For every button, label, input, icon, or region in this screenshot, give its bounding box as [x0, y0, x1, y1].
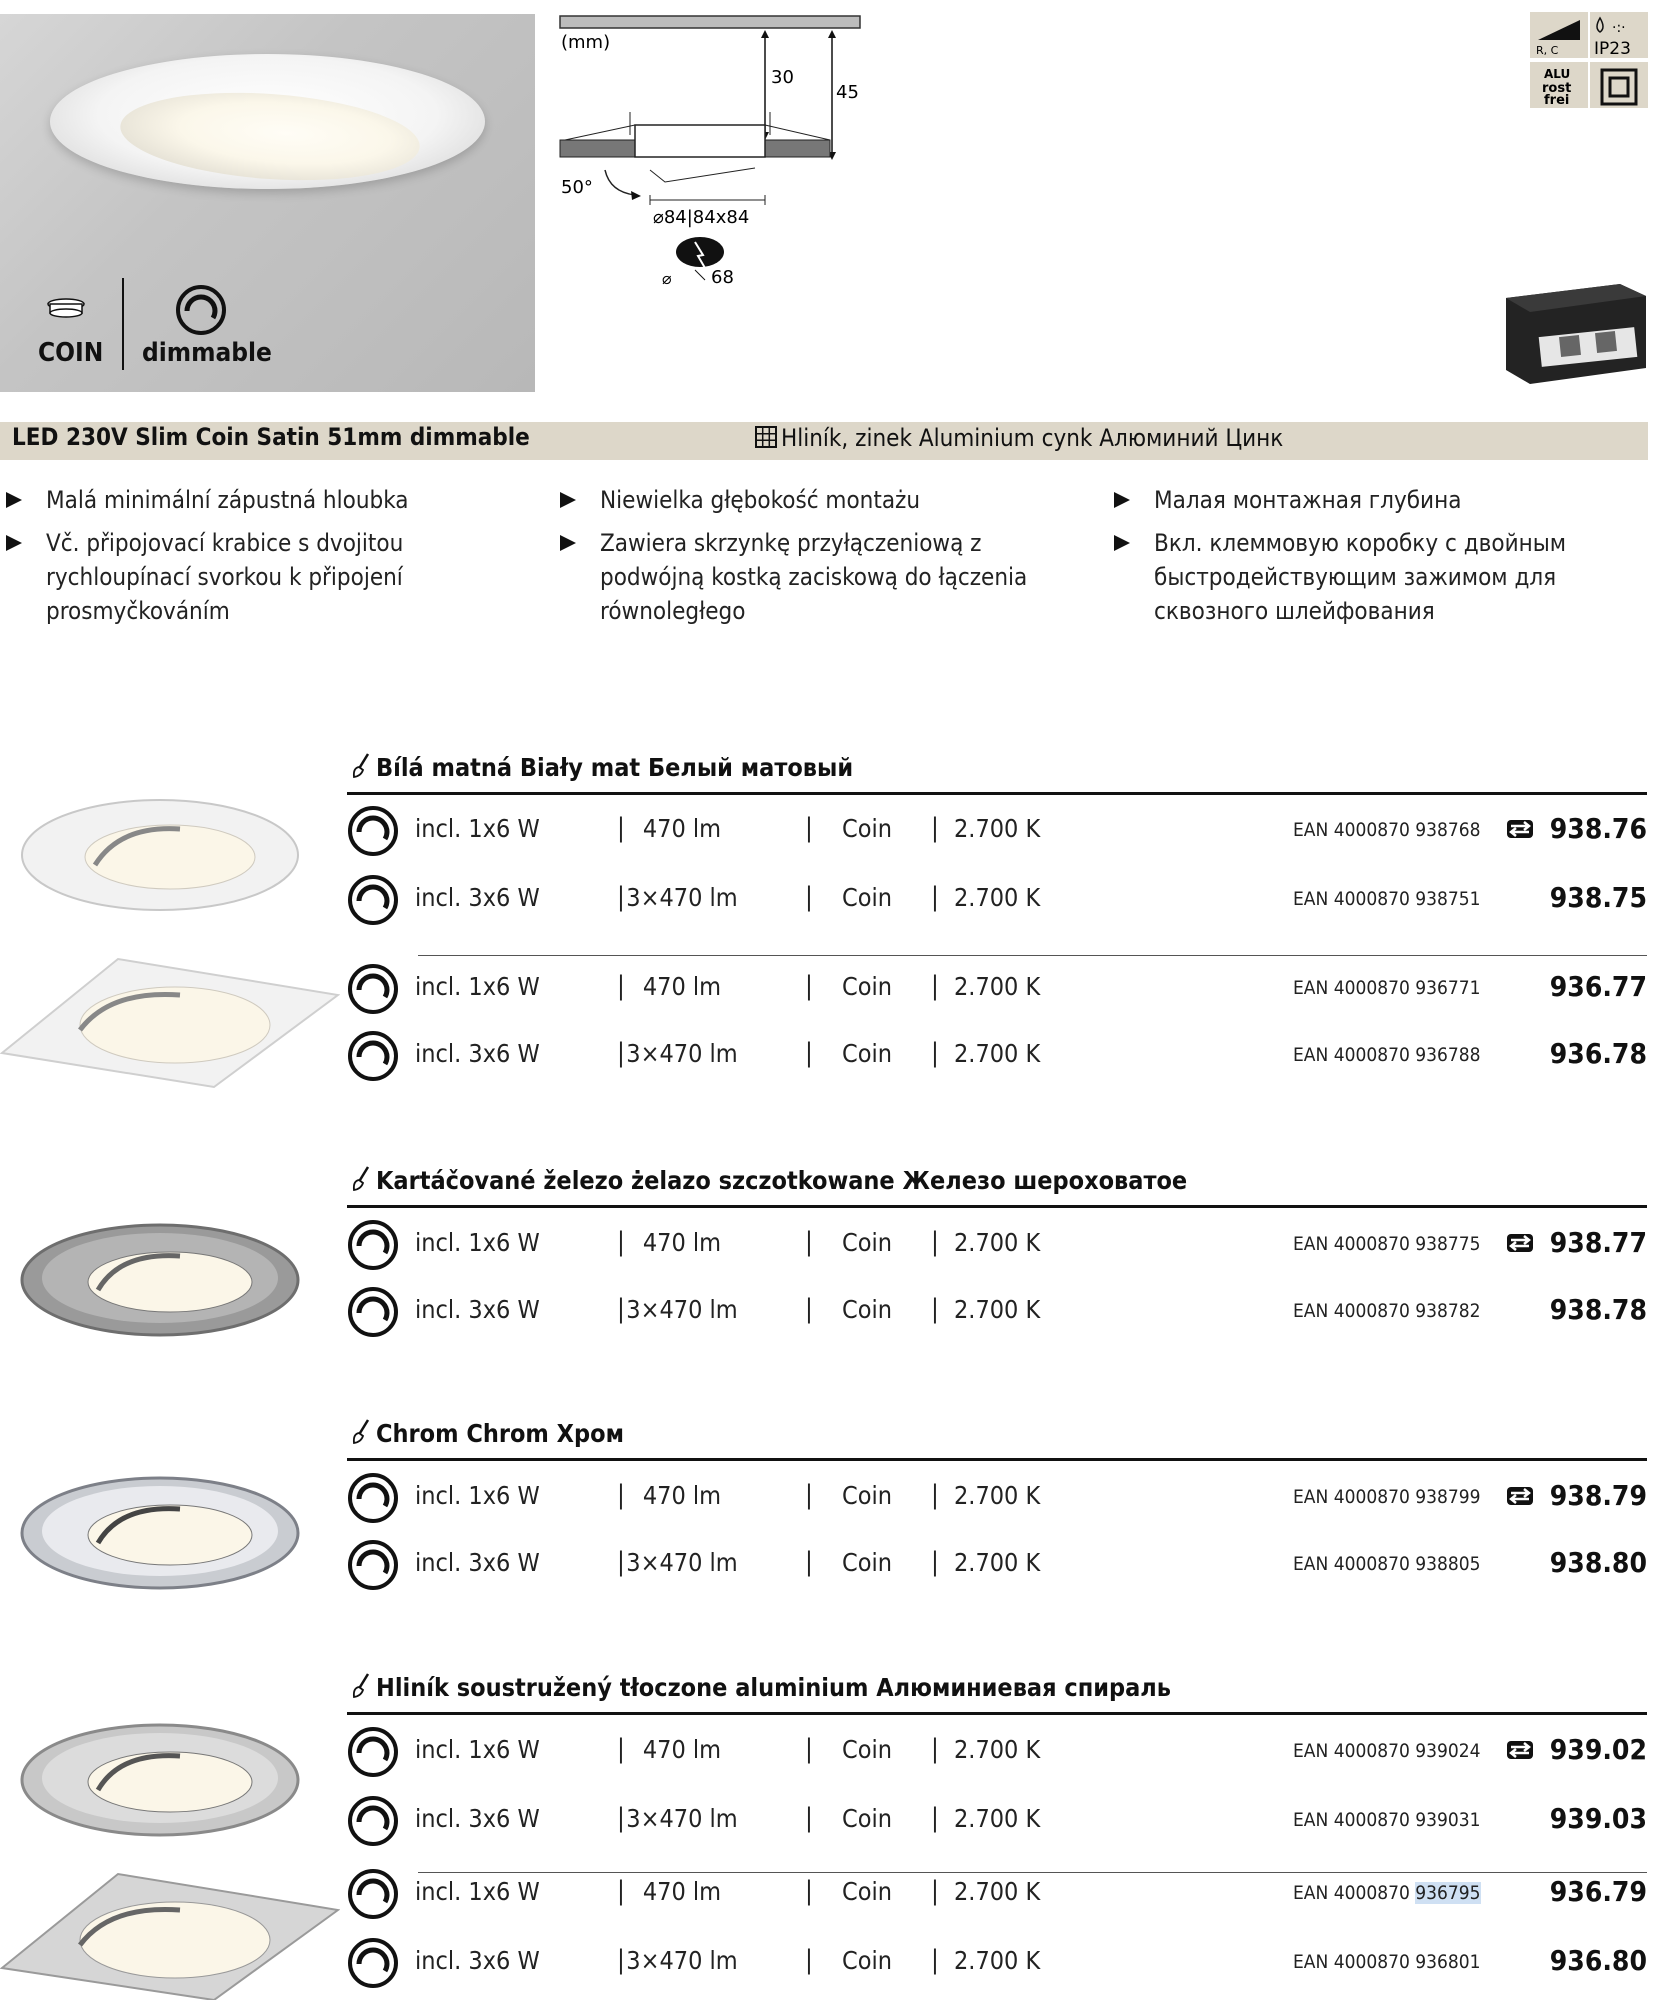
row-power: incl. 3x6 W	[415, 1295, 540, 1324]
row-separator: |	[931, 1803, 939, 1833]
exchange-arrow-icon	[1504, 1738, 1536, 1762]
row-article-number: 939.03	[1549, 1802, 1647, 1835]
row-ean-prefix: EAN 4000870	[1293, 1809, 1416, 1831]
thumb-white-round	[20, 795, 305, 915]
row-ean-suffix: 938768	[1415, 819, 1481, 841]
row-article-number: 939.02	[1549, 1733, 1647, 1766]
row-separator: |	[805, 1734, 813, 1764]
row-power: incl. 1x6 W	[415, 814, 540, 843]
row-separator: |	[931, 882, 939, 912]
row-article-number: 936.79	[1549, 1875, 1647, 1908]
row-type: Coin	[842, 972, 892, 1001]
row-kelvin: 2.700 K	[954, 1228, 1041, 1257]
section-rule	[347, 1205, 1647, 1208]
row-separator: |	[805, 1038, 813, 1068]
row-separator: |	[617, 1876, 625, 1906]
row-ean	[1293, 1882, 1481, 1904]
row-ean-suffix: 936771	[1415, 977, 1481, 999]
row-article-number: 938.78	[1549, 1293, 1647, 1326]
dimmable-icon	[347, 1726, 399, 1778]
row-lumen: 3×470 lm	[626, 1039, 738, 1068]
row-article-number: 936.78	[1549, 1037, 1647, 1070]
section-title-text: Bílá matná Biały mat Белый матовый	[376, 753, 854, 782]
row-ean	[1293, 1300, 1481, 1322]
row-separator: |	[805, 1547, 813, 1577]
row-separator: |	[805, 1803, 813, 1833]
row-ean-prefix: EAN 4000870	[1293, 1300, 1416, 1322]
row-ean	[1293, 1486, 1481, 1508]
section-title	[350, 1165, 1187, 1195]
product-row	[347, 1537, 1647, 1593]
product-row	[347, 872, 1647, 928]
bullet-cz-2: Vč. připojovací krabice s dvojitou rychloupínací svorkou k připojení prosmyčkováním	[2, 526, 522, 628]
row-power: incl. 3x6 W	[415, 1804, 540, 1833]
rost-label: rost	[1542, 81, 1572, 96]
row-separator: |	[931, 971, 939, 1001]
row-ean-prefix: EAN 4000870	[1293, 1553, 1416, 1575]
row-lumen: 3×470 lm	[626, 1804, 738, 1833]
bullets-ru	[1110, 483, 1630, 637]
row-ean-suffix: 939031	[1415, 1809, 1481, 1831]
dimmable-icon	[347, 874, 399, 926]
row-lumen: 3×470 lm	[626, 883, 738, 912]
row-type: Coin	[842, 1548, 892, 1577]
dimmable-icon	[175, 284, 227, 336]
row-power: incl. 1x6 W	[415, 1735, 540, 1764]
row-separator: |	[617, 1547, 625, 1577]
row-article-number: 938.75	[1549, 881, 1647, 914]
certification-icons	[1530, 12, 1648, 108]
row-lumen: 470 lm	[642, 1735, 722, 1764]
product-row	[347, 1935, 1647, 1991]
dim-size: ⌀84|84x84	[653, 207, 750, 228]
dim-cutout: 68	[711, 267, 734, 288]
row-separator: |	[805, 1294, 813, 1324]
alu-label: ALU	[1544, 67, 1571, 81]
row-separator: |	[617, 1480, 625, 1510]
row-type: Coin	[842, 1481, 892, 1510]
row-separator: |	[617, 1945, 625, 1975]
row-kelvin: 2.700 K	[954, 1481, 1041, 1510]
thumb-aluminium-square	[0, 1870, 340, 2000]
row-ean-prefix: EAN 4000870	[1293, 819, 1416, 841]
row-article-number: 936.80	[1549, 1944, 1647, 1977]
row-ean-prefix: EAN 4000870	[1293, 1044, 1416, 1066]
bullets-cz	[2, 483, 522, 637]
frei-label: frei	[1544, 93, 1570, 108]
bullet-pl-1: Niewielka głębokość montażu	[556, 483, 1076, 517]
product-row	[347, 961, 1647, 1017]
row-kelvin: 2.700 K	[954, 1804, 1041, 1833]
row-separator: |	[931, 1480, 939, 1510]
row-article-number: 938.79	[1549, 1479, 1647, 1512]
row-separator: |	[617, 1038, 625, 1068]
coin-label: COIN	[38, 338, 104, 368]
row-kelvin: 2.700 K	[954, 1039, 1041, 1068]
dimension-drawing	[555, 10, 885, 300]
row-lumen: 470 lm	[642, 814, 722, 843]
row-power: incl. 3x6 W	[415, 1548, 540, 1577]
row-power: incl. 1x6 W	[415, 1481, 540, 1510]
ip-label: IP23	[1594, 39, 1631, 59]
product-row	[347, 1028, 1647, 1084]
row-ean-suffix: 938775	[1415, 1233, 1481, 1255]
row-ean	[1293, 1233, 1481, 1255]
dimmable-icon	[347, 1539, 399, 1591]
row-power: incl. 1x6 W	[415, 1228, 540, 1257]
row-separator: |	[617, 1803, 625, 1833]
dimmable-icon	[347, 1472, 399, 1524]
row-separator: |	[805, 971, 813, 1001]
row-type: Coin	[842, 1228, 892, 1257]
product-title: LED 230V Slim Coin Satin 51mm dimmable	[12, 423, 530, 451]
row-article-number: 938.76	[1549, 812, 1647, 845]
row-separator: |	[931, 1734, 939, 1764]
exchange-arrow-icon	[1504, 817, 1536, 841]
row-type: Coin	[842, 1877, 892, 1906]
row-ean	[1293, 1951, 1481, 1973]
material-text: Hliník, zinek Aluminium cynk Алюминий Цинк	[781, 424, 1284, 452]
row-type: Coin	[842, 1735, 892, 1764]
row-type: Coin	[842, 883, 892, 912]
row-article-number: 936.77	[1549, 970, 1647, 1003]
dimmable-icon	[347, 1868, 399, 1920]
row-lumen: 470 lm	[642, 1481, 722, 1510]
dimmable-icon	[347, 1219, 399, 1271]
row-separator: |	[931, 1227, 939, 1257]
row-ean-prefix: EAN 4000870	[1293, 1951, 1416, 1973]
section-title	[350, 1418, 624, 1448]
row-kelvin: 2.700 K	[954, 1877, 1041, 1906]
row-article-number: 938.77	[1549, 1226, 1647, 1259]
row-kelvin: 2.700 K	[954, 1548, 1041, 1577]
dimmable-icon	[347, 805, 399, 857]
row-lumen: 470 lm	[642, 1877, 722, 1906]
dimmable-label: dimmable	[142, 338, 272, 368]
ip-symbol: ·:·	[1612, 20, 1626, 36]
row-separator: |	[931, 813, 939, 843]
paintbrush-icon	[350, 1165, 372, 1193]
coin-icon	[46, 296, 86, 322]
bullet-ru-2: Вкл. клеммовую коробку с двойным быстродействующим зажимом для сквозного шлейфования	[1110, 526, 1630, 628]
product-row	[347, 1217, 1647, 1273]
row-ean-suffix: 938805	[1415, 1553, 1481, 1575]
row-separator: |	[931, 1038, 939, 1068]
exchange-arrow-icon	[1504, 1231, 1536, 1255]
dimmable-icon	[347, 1937, 399, 1989]
group-divider	[418, 955, 1647, 956]
product-row	[347, 1470, 1647, 1526]
paintbrush-icon	[350, 1418, 372, 1446]
section-title	[350, 1672, 1171, 1702]
dim-total: 45	[836, 82, 859, 103]
rc-label: R, C	[1536, 44, 1559, 57]
row-ean-suffix: 938799	[1415, 1486, 1481, 1508]
thumb-aluminium-round	[20, 1720, 305, 1840]
dimmable-icon	[347, 1286, 399, 1338]
row-separator: |	[805, 1876, 813, 1906]
row-ean-prefix: EAN 4000870	[1293, 1882, 1416, 1904]
section-rule	[347, 1458, 1647, 1461]
product-row	[347, 1724, 1647, 1780]
bullet-ru-1: Малая монтажная глубина	[1110, 483, 1630, 517]
bullet-pl-2: Zawiera skrzynkę przyłączeniową z podwójną kostką zaciskową do łączenia równoległego	[556, 526, 1076, 628]
row-ean	[1293, 1740, 1481, 1762]
bullet-cz-1: Malá minimální zápustná hloubka	[2, 483, 522, 517]
row-ean-prefix: EAN 4000870	[1293, 1740, 1416, 1762]
section-rule	[347, 792, 1647, 795]
section-rule	[347, 1712, 1647, 1715]
row-separator: |	[805, 1480, 813, 1510]
row-kelvin: 2.700 K	[954, 1946, 1041, 1975]
row-ean	[1293, 819, 1481, 841]
row-type: Coin	[842, 814, 892, 843]
row-separator: |	[931, 1547, 939, 1577]
thumb-brushed-iron	[20, 1220, 305, 1340]
row-ean	[1293, 977, 1481, 999]
row-power: incl. 3x6 W	[415, 883, 540, 912]
row-kelvin: 2.700 K	[954, 1735, 1041, 1764]
bullets-pl	[556, 483, 1076, 637]
dim-depth: 30	[771, 67, 794, 88]
row-separator: |	[805, 1227, 813, 1257]
thumb-white-square	[0, 955, 340, 1090]
drawing-unit: (mm)	[561, 32, 611, 53]
row-lumen: 470 lm	[642, 972, 722, 1001]
row-lumen: 3×470 lm	[626, 1295, 738, 1324]
row-lumen: 470 lm	[642, 1228, 722, 1257]
row-ean-suffix: 938751	[1415, 888, 1481, 910]
product-row	[347, 803, 1647, 859]
row-kelvin: 2.700 K	[954, 1295, 1041, 1324]
row-separator: |	[805, 882, 813, 912]
hero-photo	[0, 14, 535, 392]
row-lumen: 3×470 lm	[626, 1946, 738, 1975]
section-title	[350, 752, 853, 782]
row-ean	[1293, 1809, 1481, 1831]
row-type: Coin	[842, 1804, 892, 1833]
row-ean-suffix: 936801	[1415, 1951, 1481, 1973]
dimmable-icon	[347, 1795, 399, 1847]
row-separator: |	[617, 1227, 625, 1257]
row-power: incl. 1x6 W	[415, 972, 540, 1001]
paintbrush-icon	[350, 752, 372, 780]
row-power: incl. 1x6 W	[415, 1877, 540, 1906]
row-ean-suffix: 936788	[1415, 1044, 1481, 1066]
product-row	[347, 1284, 1647, 1340]
row-ean-suffix: 938782	[1415, 1300, 1481, 1322]
thumb-chrome	[20, 1473, 305, 1593]
row-lumen: 3×470 lm	[626, 1548, 738, 1577]
row-separator: |	[617, 1734, 625, 1764]
hero-divider	[122, 278, 124, 370]
row-ean	[1293, 888, 1481, 910]
section-title-text: Kartáčované železo żelazo szczotkowane Железо шероховатое	[376, 1166, 1188, 1195]
connection-box-photo	[1500, 278, 1648, 388]
row-type: Coin	[842, 1039, 892, 1068]
row-ean-prefix: EAN 4000870	[1293, 1486, 1416, 1508]
row-separator: |	[805, 813, 813, 843]
dimmable-icon	[347, 963, 399, 1015]
row-ean-prefix: EAN 4000870	[1293, 977, 1416, 999]
group-divider	[418, 1872, 1647, 1873]
row-separator: |	[931, 1876, 939, 1906]
row-type: Coin	[842, 1946, 892, 1975]
row-ean	[1293, 1553, 1481, 1575]
row-article-number: 938.80	[1549, 1546, 1647, 1579]
paintbrush-icon	[350, 1672, 372, 1700]
row-power: incl. 3x6 W	[415, 1946, 540, 1975]
row-separator: |	[931, 1294, 939, 1324]
row-separator: |	[805, 1945, 813, 1975]
exchange-arrow-icon	[1504, 1484, 1536, 1508]
product-row	[347, 1793, 1647, 1849]
section-title-text: Hliník soustružený tłoczone aluminium Алюминиевая спираль	[376, 1673, 1171, 1702]
row-ean	[1293, 1044, 1481, 1066]
row-ean-prefix: EAN 4000870	[1293, 888, 1416, 910]
row-separator: |	[931, 1945, 939, 1975]
row-type: Coin	[842, 1295, 892, 1324]
row-separator: |	[617, 813, 625, 843]
row-kelvin: 2.700 K	[954, 883, 1041, 912]
row-ean-suffix: 936795	[1415, 1882, 1481, 1904]
cutout-prefix: ⌀	[662, 269, 672, 288]
row-separator: |	[617, 971, 625, 1001]
dimmable-icon	[347, 1030, 399, 1082]
product-row	[347, 1866, 1647, 1922]
row-ean-suffix: 939024	[1415, 1740, 1481, 1762]
row-separator: |	[617, 1294, 625, 1324]
row-kelvin: 2.700 K	[954, 972, 1041, 1001]
dim-angle: 50°	[561, 177, 593, 198]
row-kelvin: 2.700 K	[954, 814, 1041, 843]
row-separator: |	[617, 882, 625, 912]
material-grid-icon	[755, 426, 777, 448]
section-title-text: Chrom Chrom Хром	[376, 1419, 624, 1448]
row-ean-prefix: EAN 4000870	[1293, 1233, 1416, 1255]
row-power: incl. 3x6 W	[415, 1039, 540, 1068]
